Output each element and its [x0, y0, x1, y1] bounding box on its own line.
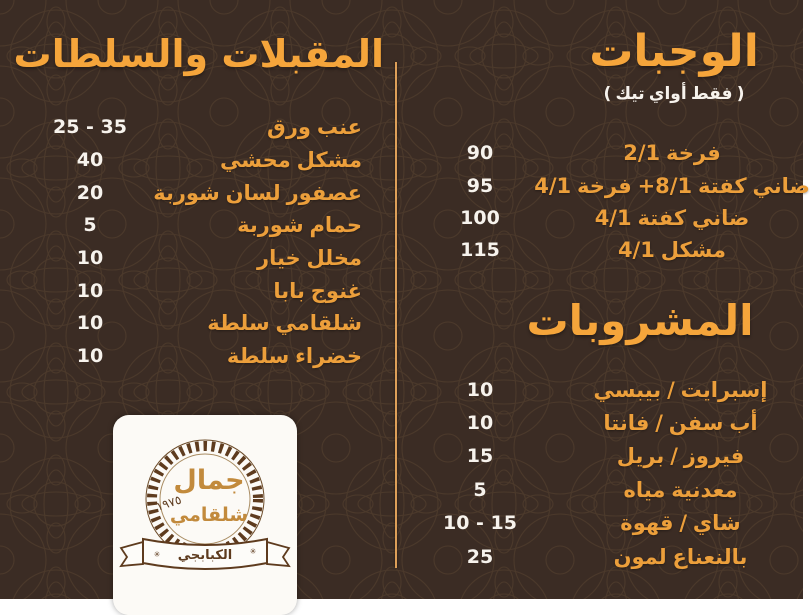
meals-list [400, 137, 810, 267]
label-token: سفن [668, 411, 724, 436]
label-token: حمام [309, 213, 362, 238]
label-token: خيار [256, 246, 301, 271]
label-token: 2/1 [623, 141, 661, 166]
menu-item-row [0, 111, 396, 144]
label-token: سلطة [207, 311, 270, 336]
label-token: مشكل [296, 148, 362, 173]
label-token: لمون [613, 544, 667, 569]
item-price: 5 [83, 214, 97, 237]
menu-item-row [400, 540, 803, 573]
item-label [0, 307, 362, 340]
label-token: مخلل [306, 246, 362, 271]
label-token: إسبرايت [680, 377, 768, 402]
label-token: عنب [316, 115, 362, 140]
menu-item-row [400, 169, 810, 201]
label-token: لسان [225, 180, 281, 205]
menu-item-row [0, 176, 396, 209]
label-token: 4/1 [534, 173, 572, 198]
label-token: خضراء [295, 344, 362, 369]
label-token: كفتة [637, 205, 687, 230]
label-token: / [667, 377, 675, 402]
label-token: محشي [220, 148, 291, 173]
item-price: 15 [466, 445, 494, 468]
label-token: ضاني [691, 205, 750, 230]
menu-item-row [400, 137, 803, 169]
menu-item-row [0, 242, 396, 275]
label-token: فرخة [577, 173, 632, 198]
item-label [0, 274, 362, 307]
label-token: مياه [623, 477, 666, 502]
logo-year: ١٩٧٥ [154, 492, 184, 514]
logo-name-top: جمال [173, 465, 245, 496]
menu-item-row [400, 234, 803, 266]
item-label [0, 242, 362, 275]
item-label [0, 111, 362, 144]
label-token: شوربة [153, 180, 220, 205]
item-price: 20 [76, 181, 104, 204]
label-token: قهوة [620, 511, 674, 536]
item-price: 5 [473, 478, 487, 501]
label-token: تيك [615, 84, 645, 104]
item-label [558, 440, 803, 473]
menu-item-row [400, 507, 803, 540]
label-token: غنوج [310, 278, 362, 303]
meals-section-title: الوجبات [589, 26, 759, 77]
label-token: / [655, 411, 663, 436]
logo-name-bottom: شلقامي [169, 504, 249, 526]
item-price: 10 [466, 378, 494, 401]
restaurant-logo-card [113, 415, 297, 615]
item-label [541, 137, 803, 169]
label-token: ورق [267, 115, 311, 140]
label-token: ) [736, 84, 745, 104]
item-price: 40 [76, 149, 104, 172]
label-token: شوربة [237, 213, 304, 238]
ribbon-star-left-icon: ✳ [153, 550, 161, 559]
label-token: معدنية [671, 477, 738, 502]
label-token: فرخة [666, 141, 721, 166]
label-token: +8/1 [637, 173, 693, 198]
label-token: كفتة [697, 173, 747, 198]
label-token: بيبسي [593, 377, 662, 402]
item-price: 25 [466, 545, 494, 568]
restaurant-logo-emblem [113, 415, 297, 615]
item-price: 100 [460, 206, 500, 229]
label-token: فانتا [603, 411, 650, 436]
drinks-section-title: المشروبات [526, 296, 754, 345]
item-label [558, 473, 803, 506]
label-token: مشكل [660, 238, 727, 263]
label-token: بابا [273, 278, 305, 303]
item-label [0, 144, 362, 177]
item-price: 10 [466, 412, 494, 435]
appetizers-list [0, 111, 396, 373]
appetizers-section-title: المقبلات والسلطات [13, 32, 384, 76]
item-label [0, 176, 362, 209]
drinks-list [400, 373, 803, 573]
menu-item-row [400, 406, 803, 439]
item-label [558, 507, 803, 540]
menu-item-row [0, 307, 396, 340]
item-price: 10 [76, 279, 104, 302]
menu-item-row [400, 440, 803, 473]
menu-item-row [0, 274, 396, 307]
item-price: 90 [466, 142, 494, 165]
label-token: عصفور [286, 180, 362, 205]
item-label [558, 373, 803, 406]
item-price: 10 - 15 [443, 512, 517, 535]
menu-item-row [0, 209, 396, 242]
menu-item-row [400, 202, 803, 234]
menu-item-row [400, 373, 803, 406]
menu-item-row [0, 144, 396, 177]
label-token: بريل [616, 444, 665, 469]
item-label [534, 169, 810, 201]
label-token: ( [603, 84, 612, 104]
label-token: 4/1 [594, 205, 632, 230]
label-token: / [679, 511, 688, 536]
item-price: 115 [460, 239, 500, 262]
item-label [558, 540, 803, 573]
label-token: سلطة [226, 344, 290, 369]
item-label [0, 209, 362, 242]
label-token: فقط [690, 84, 733, 104]
label-token: 4/1 [617, 238, 655, 263]
label-token: شاي [692, 511, 741, 536]
label-token: أواي [648, 84, 687, 104]
label-token: أب [729, 411, 758, 436]
label-token: فيروز [683, 444, 745, 469]
item-label [558, 406, 803, 439]
item-price: 10 [76, 345, 104, 368]
label-token: بالنعناع [672, 544, 748, 569]
item-label [0, 340, 362, 373]
label-token: ضاني [752, 173, 810, 198]
menu-item-row [0, 340, 396, 373]
label-token: شلقامي [275, 311, 362, 336]
item-price: 10 [76, 247, 104, 270]
item-price: 95 [466, 174, 494, 197]
meals-subtitle [546, 84, 802, 104]
item-label [541, 234, 803, 266]
item-label [541, 202, 803, 234]
logo-ribbon-text: الكبابجي [177, 548, 233, 563]
menu-item-row [400, 473, 803, 506]
label-token: / [670, 444, 678, 469]
item-price: 25 - 35 [53, 116, 127, 139]
ribbon-star-right-icon: ✳ [249, 547, 257, 556]
item-price: 10 [76, 312, 104, 335]
